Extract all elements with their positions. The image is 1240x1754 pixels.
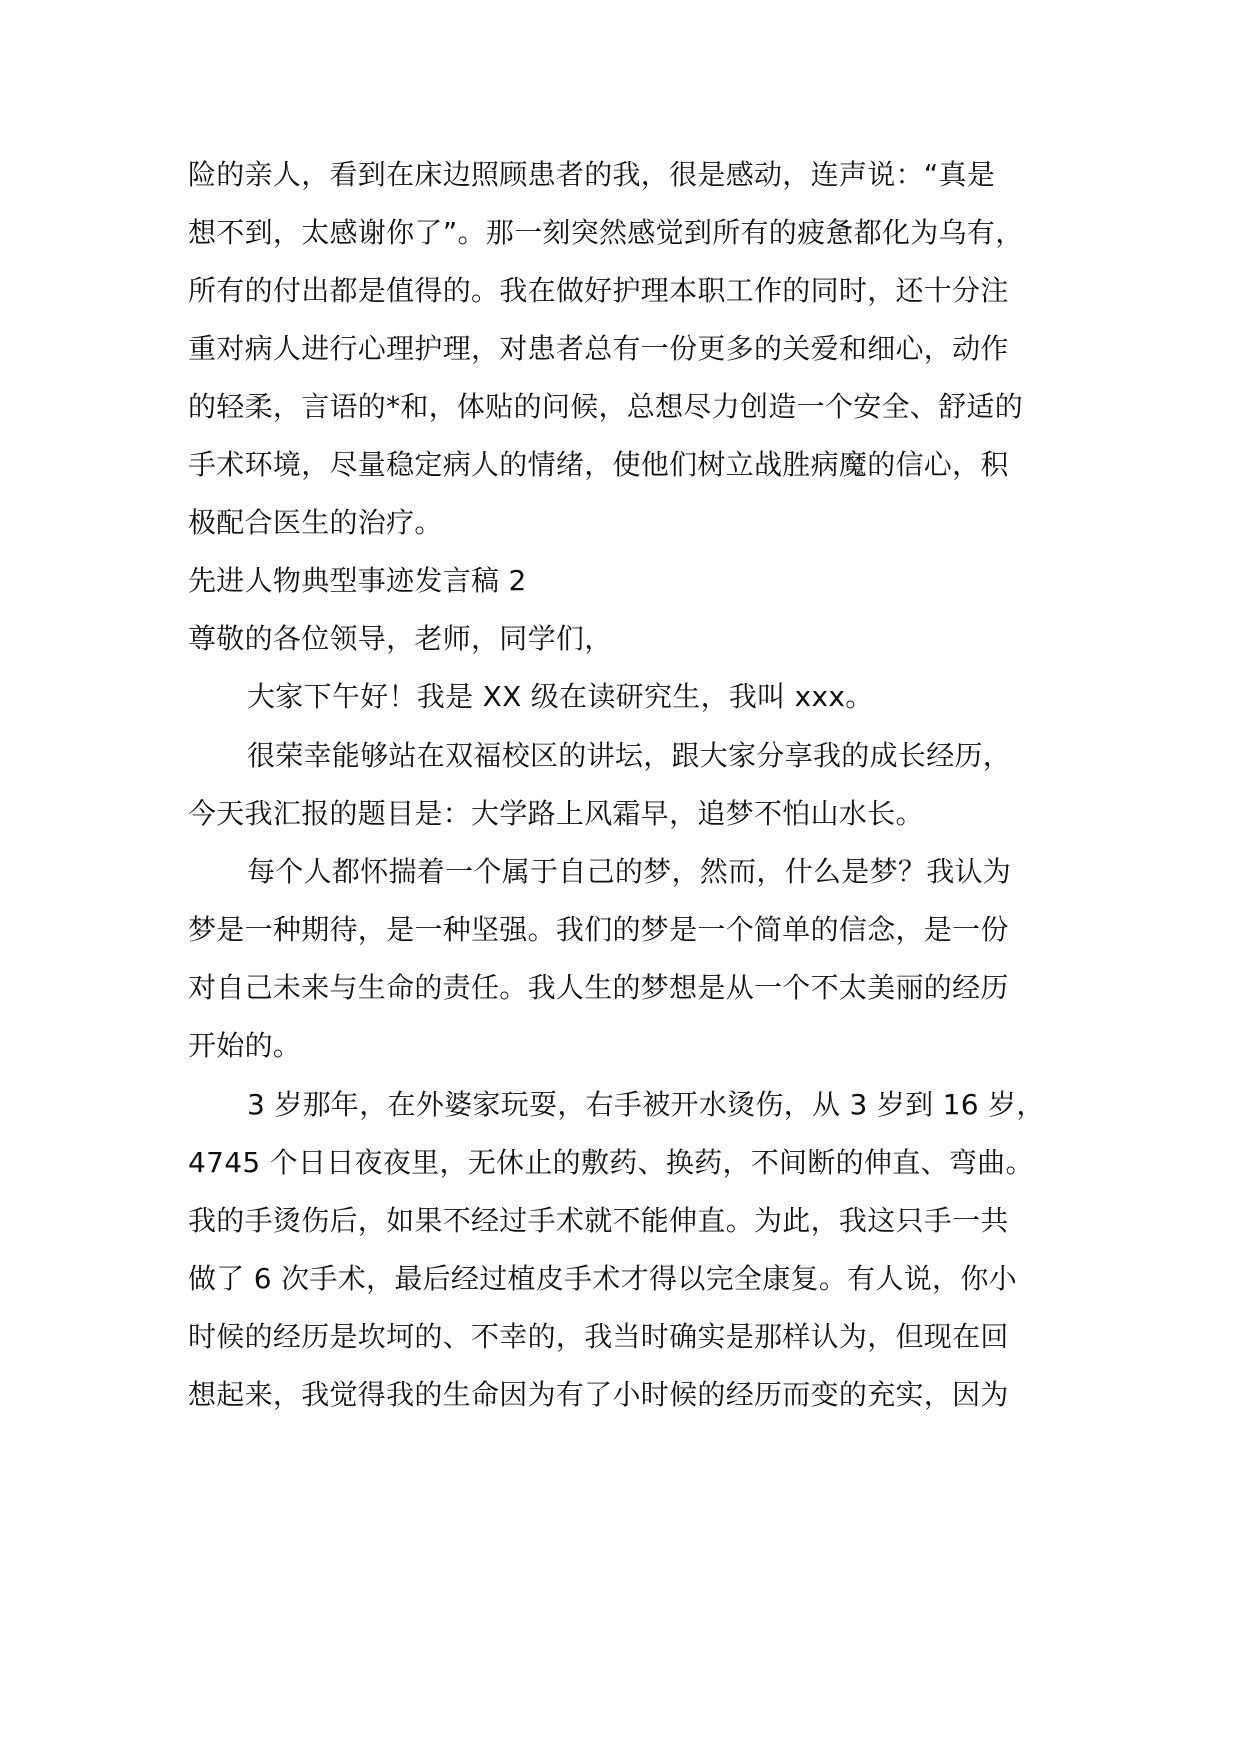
body-text-line: 很荣幸能够站在双福校区的讲坛，跟大家分享我的成长经历， [247, 739, 1012, 772]
body-text-line: 想起来，我觉得我的生命因为有了小时候的经历而变的充实，因为 [188, 1378, 1009, 1411]
body-text-line: 做了 6 次手术，最后经过植皮手术才得以完全康复。有人说，你小 [188, 1262, 1017, 1295]
body-text-line: 险的亲人，看到在床边照顾患者的我，很是感动，连声说：“真是 [188, 158, 996, 191]
body-text-line: 每个人都怀揣着一个属于自己的梦，然而，什么是梦？我认为 [247, 855, 1012, 888]
body-text-line: 我的手烫伤后，如果不经过手术就不能伸直。为此，我这只手一共 [188, 1204, 1009, 1237]
body-text-line: 重对病人进行心理护理，对患者总有一份更多的关爱和细心，动作 [188, 332, 1009, 365]
body-text-line: 的轻柔，言语的*和，体贴的问候，总想尽力创造一个安全、舒适的 [188, 390, 1024, 423]
body-text-line: 手术环境，尽量稳定病人的情绪，使他们树立战胜病魔的信心，积 [188, 448, 1009, 481]
greeting: 大家下午好！我是 XX 级在读研究生，我叫 xxx。 [247, 680, 874, 713]
body-text-line: 开始的。 [188, 1029, 302, 1062]
section-title: 先进人物典型事迹发言稿 2 [188, 564, 527, 597]
body-text-line: 极配合医生的治疗。 [188, 506, 443, 539]
body-text-line: 4745 个日日夜夜里，无休止的敷药、换药，不间断的伸直、弯曲。 [188, 1146, 1034, 1179]
body-text-line: 想不到，太感谢你了”。那一刻突然感觉到所有的疲惫都化为乌有， [188, 216, 1024, 249]
body-text-line: 3 岁那年，在外婆家玩耍，右手被开水烫伤，从 3 岁到 16 岁， [247, 1088, 1045, 1121]
body-text-line: 今天我汇报的题目是：大学路上风霜早，追梦不怕山水长。 [188, 797, 924, 830]
body-text-line: 对自己未来与生命的责任。我人生的梦想是从一个不太美丽的经历 [188, 971, 1009, 1004]
salutation: 尊敬的各位领导，老师，同学们， [188, 622, 613, 655]
body-text-line: 时候的经历是坎坷的、不幸的，我当时确实是那样认为，但现在回 [188, 1320, 1009, 1353]
body-text-line: 梦是一种期待，是一种坚强。我们的梦是一个简单的信念，是一份 [188, 913, 1009, 946]
body-text-line: 所有的付出都是值得的。我在做好护理本职工作的同时，还十分注 [188, 274, 1009, 307]
